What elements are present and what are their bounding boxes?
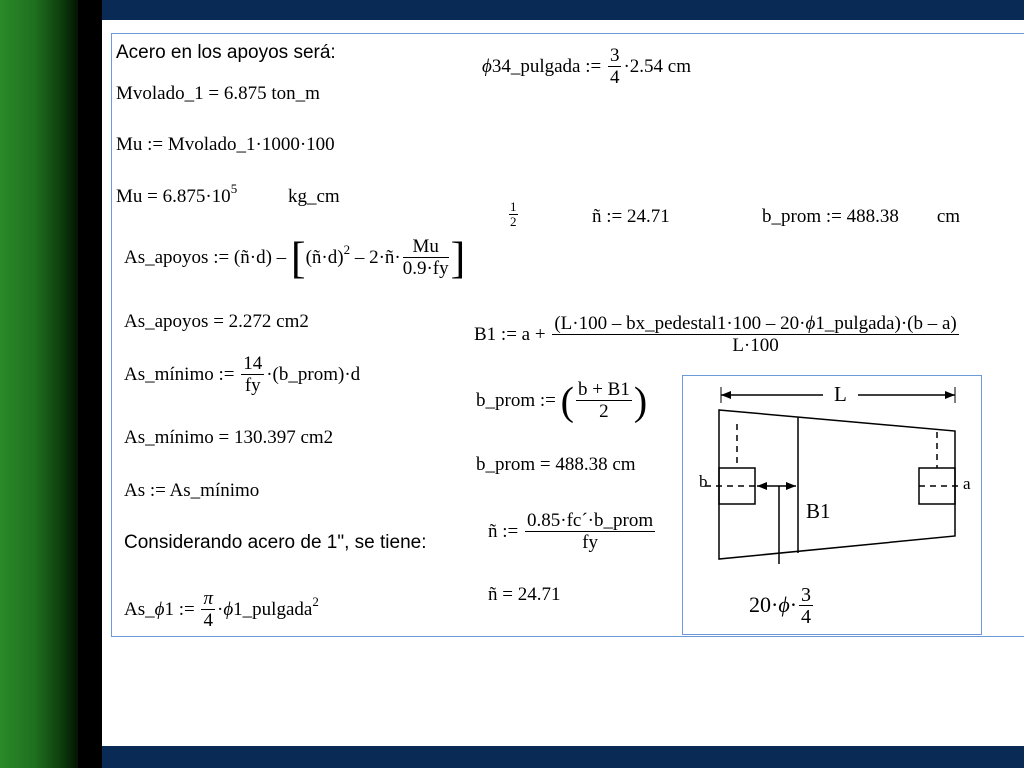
left-black-strip <box>78 0 102 768</box>
eq-as-apoyos-definition: As_apoyos := (ñ·d) – [(ñ·d)$^2$ – 2·ñ· $\frac{Mu}{0.9\cdot fy}$ ] <box>124 233 466 283</box>
eq-n-assign: ñ := 24.71 <box>592 206 670 227</box>
eq-as-assign: As := As_mínimo <box>124 480 260 501</box>
eq-n-definition: ñ := $\frac{\text{0.85·fc´·b\_prom}}{fy}$ <box>488 510 654 554</box>
label-20phi-formula: 20·ϕ· $\frac{3}{4}$ <box>749 584 812 629</box>
eq-n-value: ñ = 24.71 <box>488 584 561 605</box>
eq-mvolado: Mvolado_1 = 6.875 ton_m <box>116 83 320 104</box>
eq-phi34-pulgada: ϕ34_pulgada := $\frac{3}{4}$ ·2.54 cm <box>482 45 692 89</box>
label-B1: B1 <box>806 499 831 523</box>
bottom-navy-band <box>102 746 1024 768</box>
left-decorative-bar <box>0 0 78 768</box>
eq-bprom-assign: b_prom := 488.38 cm <box>762 206 961 227</box>
heading-acero-apoyos: Acero en los apoyos será: <box>116 42 336 63</box>
text-considerando: Considerando acero de 1", se tiene: <box>124 532 427 553</box>
label-b: b <box>699 472 708 491</box>
footing-diagram-drawing <box>683 376 983 636</box>
eq-as-phi1: As_ϕ1 := $\frac{\pi}{4}$ ·ϕ1_pulgada$^2$ <box>124 588 319 632</box>
eq-as-apoyos-value: As_apoyos = 2.272 cm2 <box>124 311 309 332</box>
eq-mu-value: $Mu = 6.875\cdot 10^5$ kg_cm <box>116 181 340 207</box>
label-L: L <box>834 382 847 406</box>
eq-b1-definition: B1 := a + $\frac{\text{(L·100 – bx\_pedestal1·100 – 20·ϕ1\_pulgada)·(b – a)}}{L\cdot 100}$ <box>474 313 957 357</box>
eq-bprom-definition: b_prom := ( $\frac{b + B1}{2}$ ) <box>476 378 648 424</box>
footing-diagram <box>682 375 982 635</box>
eq-bprom-value: b_prom = 488.38 cm <box>476 454 636 475</box>
eq-as-apoyos-power: 1 2 <box>510 199 517 229</box>
eq-mu-definition: Mu := Mvolado_1·1000·100 <box>116 134 335 155</box>
eq-as-minimo-value: As_mínimo = 130.397 cm2 <box>124 427 334 448</box>
label-a: a <box>963 474 971 493</box>
top-navy-band <box>102 0 1024 20</box>
eq-as-minimo-definition: As_mínimo := $\frac{14}{fy}$ ·(b_prom)·d <box>124 353 361 397</box>
